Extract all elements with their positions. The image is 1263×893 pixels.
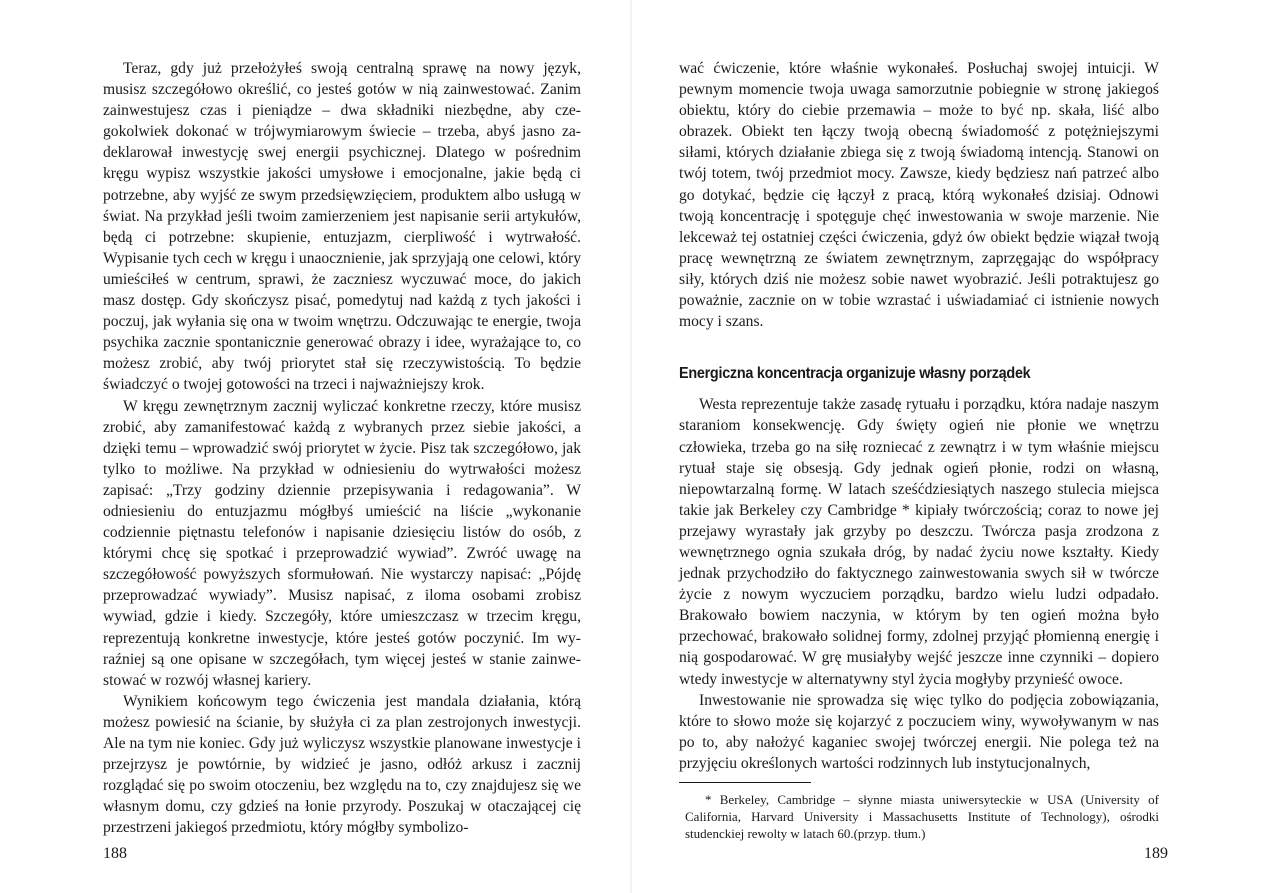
left-paragraph-1: Teraz, gdy już przełożyłeś swoją centralną sprawę na nowy język, musisz szczegółowo określić, co jesteś gotów w nią zainwestować. Zanim zainwestujesz czas i pieniądze – dwa składniki niezbędne, aby czegokolwiek dokonać w trójwymiarowym świecie – trzeba, abyś jasno zadeklarował inwestycję swej energii psychicznej. Dlatego w pośrednim kręgu wypisz wszystkie jakości umysłowe i emocjonalne, jakie będą ci potrzebne, aby wyjść ze swym przedsięwzięciem, produktem albo usługą w świat. Na przykład jeśli twoim zamierzeniem jest napisanie serii artykułów, będą ci potrzebne: skupienie, entuzjazm, cierpliwość i wytrwałość. Wypisanie tych cech w kręgu i unaocznienie, jak sprzyjają one celowi, który umieściłeś w centrum, sprawi, że zaczniesz wyczuwać moce, do jakich masz dostęp. Gdy skończysz pisać, pomedytuj nad każdą z tych jakości i poczuj, jak wyłania się ona w twoim wnętrzu. Odczuwając te energie, twoja psychika zacznie spontanicznie generować obrazy i idee, wyrażające to, co możesz zrobić, aby twój priorytet stał się rzeczywistością. To będzie świadczyć o twojej gotowości na trzeci i najważniejszy krok. [103,60,581,394]
footnote: * Berkeley, Cambridge – słynne miasta uniwersyteckie w USA (University of California, Harvard University i Massachusetts Institute of Technology), ośrodki studenckiej rewolty w latach 60.(przyp. tłum.) [685,792,1159,841]
left-page-text [103,58,581,838]
left-paragraph-2: W kręgu zewnętrznym zacznij wyliczać konkretne rzeczy, które musisz zrobić, aby zamanifestować każdą z wybranych przez siebie jakości, a dzięki temu – wprowadzić swój priorytet w życie. Pisz tak szczegółowo, jak tylko to możliwe. Na przykład w odniesieniu do wytrwałości możesz zapisać: „Trzy godziny dziennie przepisywania i redagowania”. W odniesieniu do entuzjazmu mógłbyś umieścić na liście „wykonanie codziennie piętnastu telefonów i napisanie dziesięciu listów do osób, z którymi chcę się spotkać i przeprowadzić wywiad”. Zwróć uwagę na szczegółowość powyższych sformułowań. Nie wystarczy napisać: „Pójdę przeprowadzać wywiady”. Musisz napisać, z iloma osobami zrobisz wywiad, gdzie i kiedy. Szczegóły, które umieszczasz w trzecim kręgu, reprezentują konkretne inwestycje, które jesteś gotów poczynić. Im wyraźniej są one opisane w szczegółach, tym więcej jesteś w stanie zainwestować w rozwój własnej kariery. [103,397,581,689]
right-paragraph-2: Westa reprezentuje także zasadę rytuału i porządku, która nadaje naszym staraniom konsekwencję. Gdy święty ogień nie płonie we wnętrzu człowieka, trzeba go na siłę rozniecać z zewnątrz i w tym właśnie miejscu rytuał staje się obsesją. Gdy jednak ogień płonie, rodzi on własną, niepowtarzalną formę. W latach sześćdziesiątych naszego stulecia miejsca takie jak Berkeley czy Cambridge * kipiały twórczością; coraz to nowe jej przejawy wyrastały jak grzyby po deszczu. Twórcza pasja zrodzona z wewnętrznego ognia szukała dróg, by nadać życiu nowe kształty. Kiedy jednak przychodziło do faktycznego zainwestowania swych sił w twórcze życie z nowym wyczuciem porządku, bardzo wielu ludzi odpadało. Brakowało bowiem naczynia, w którym by ten ogień można było przechować, brakowało solidnej formy, zdolnej przyjąć płomienną energię i nią gospodarować. W grę musiałyby wejść jeszcze inne czynniki – dopiero wtedy inwestycje w alternatywny styl życia mogłyby przynieść owoce. [679,396,1159,688]
page-number-right: 189 [1144,845,1168,862]
right-paragraph-1: wać ćwiczenie, które właśnie wykonałeś. Posłuchaj swojej intuicji. W pewnym momencie twoja uwaga samorzutnie pobiegnie w stronę jakiegoś obiektu, który do ciebie przemawia – może to być np. skała, liść albo obrazek. Obiekt ten łączy twoją obecną świadomość z potężniejszymi siłami, których działanie zbiega się z twoją świadomą intencją. Stanowi on twój totem, twój przedmiot mocy. Zawsze, kiedy będziesz nań patrzeć albo go dotykać, będzie cię łączył z pracą, którą wykonałeś dzisiaj. Odnowi twoją koncentrację i spotęguje chęć inwestowania w swoje marzenie. Nie lekceważ tej ostatniej części ćwiczenia, gdyż ów obiekt będzie wiązał twoją pracę wewnętrzną ze światem zewnętrznym, zaprzęgając do współpracy siły, których dziś nie możesz sobie nawet wyobrazić. Jeśli potraktujesz go poważnie, zacznie on w tobie wzrastać i uświadamiać ci istnienie nowych mocy i szans. [679,60,1159,331]
left-page [0,0,631,893]
section-heading: Energiczna koncentracja organizuje własny porządek [679,365,1031,383]
right-page [632,0,1263,893]
page-number-left: 188 [103,845,127,862]
right-paragraph-3: Inwestowanie nie sprowadza się więc tylko do podjęcia zobowiązania, które to słowo może się kojarzyć z poczuciem winy, wywoływanym w nas po to, aby nałożyć kaganiec swojej twórczej energii. Nie polega też na przyjęciu określonych wartości rodzinnych lub instytucjonalnych, [679,691,1159,772]
left-paragraph-3: Wynikiem końcowym tego ćwiczenia jest mandala działania, którą możesz powiesić na ścianie, by służyła ci za plan zestrojonych inwestycji. Ale na tym nie koniec. Gdy już wyliczysz wszystkie planowane inwestycje i przejrzysz je powtórnie, by widzieć je jasno, odłóż arkusz i zacznij rozglądać się po swoim otoczeniu, bez względu na to, czy znajdujesz się we własnym domu, czy gdzieś na łonie przyrody. Poszukaj w otaczającej cię przestrzeni jakiegoś przedmiotu, który mógłby symbolizo- [103,692,581,837]
right-page-text [679,58,1159,842]
footnote-rule [679,782,811,783]
